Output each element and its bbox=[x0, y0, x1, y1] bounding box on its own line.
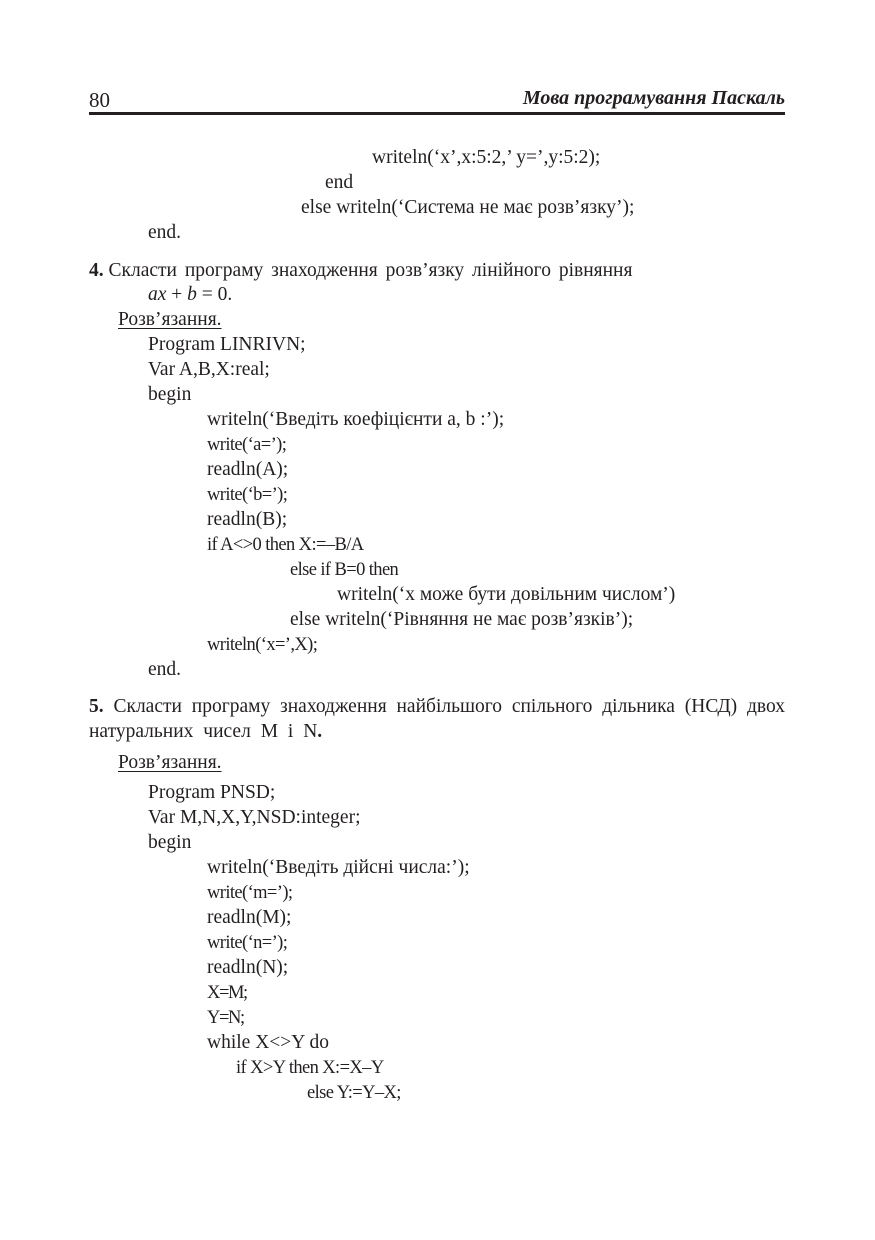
code-line: while X<>Y do bbox=[207, 1032, 330, 1053]
code-line: readln(B); bbox=[207, 509, 288, 530]
equation-term-ax: ax bbox=[148, 284, 167, 305]
code-line: write(‘a=’); bbox=[207, 435, 287, 455]
code-line: Y=N; bbox=[207, 1008, 244, 1028]
code-line: write(‘n=’); bbox=[207, 933, 288, 953]
code-line: else writeln(‘Система не має розв’язку’); bbox=[301, 197, 635, 218]
solution-label: Розв’язання. bbox=[118, 309, 222, 330]
code-line: begin bbox=[148, 832, 192, 853]
code-line: writeln(‘x може бути довільним числом’) bbox=[337, 584, 676, 605]
code-line: else Y:=Y–X; bbox=[307, 1083, 401, 1103]
code-line: write(‘b=’); bbox=[207, 485, 288, 505]
code-line: Var A,B,X:real; bbox=[148, 359, 270, 380]
code-line: if A<>0 then X:=–B/A bbox=[207, 535, 364, 555]
code-line: else writeln(‘Рівняння не має розв’язків’); bbox=[290, 609, 634, 630]
task-4-equation bbox=[148, 283, 232, 307]
code-line: else if B=0 then bbox=[290, 560, 399, 580]
code-line: end bbox=[325, 172, 354, 193]
task-5-statement-line1 bbox=[89, 694, 785, 719]
code-line: if X>Y then X:=X–Y bbox=[236, 1058, 384, 1078]
code-line: writeln(‘Введіть дійсні числа:’); bbox=[207, 857, 470, 878]
equation-rest: = 0. bbox=[196, 284, 233, 305]
code-line: readln(M); bbox=[207, 907, 292, 928]
code-line: writeln(‘x=’,X); bbox=[207, 635, 318, 655]
page-number: 80 bbox=[89, 88, 110, 112]
task-text: Скласти програму знаходження найбільшого спільного дільника (НСД) двох bbox=[113, 696, 786, 717]
running-title: Мова програмування Паскаль bbox=[522, 87, 785, 109]
code-line: end. bbox=[148, 222, 182, 243]
header-rule bbox=[89, 112, 785, 115]
task-number: 4. bbox=[89, 260, 104, 281]
equation-term-b: b bbox=[187, 284, 197, 305]
task-text-end: . bbox=[317, 721, 323, 742]
code-line: Var M,N,X,Y,NSD:integer; bbox=[148, 807, 361, 828]
equation-plus: + bbox=[166, 284, 188, 305]
code-line: begin bbox=[148, 384, 192, 405]
code-line: end. bbox=[148, 659, 182, 680]
code-line: writeln(‘x’,x:5:2,’ y=’,y:5:2); bbox=[372, 147, 601, 168]
task-4-statement bbox=[89, 258, 785, 283]
code-line: writeln(‘Введіть коефіцієнти a, b :’); bbox=[207, 409, 505, 430]
solution-label: Розв’язання. bbox=[118, 752, 222, 773]
task-5-statement-line2 bbox=[89, 719, 785, 744]
code-line: X=M; bbox=[207, 983, 247, 1003]
task-text: натуральних чисел M і N bbox=[89, 721, 318, 742]
code-line: Program LINRIVN; bbox=[148, 334, 306, 355]
code-line: Program PNSD; bbox=[148, 782, 276, 803]
code-line: readln(A); bbox=[207, 459, 289, 480]
task-number: 5. bbox=[89, 696, 104, 717]
code-line: write(‘m=’); bbox=[207, 883, 293, 903]
task-text: Скласти програму знаходження розв’язку лінійного рівняння bbox=[108, 260, 633, 281]
code-line: readln(N); bbox=[207, 957, 289, 978]
